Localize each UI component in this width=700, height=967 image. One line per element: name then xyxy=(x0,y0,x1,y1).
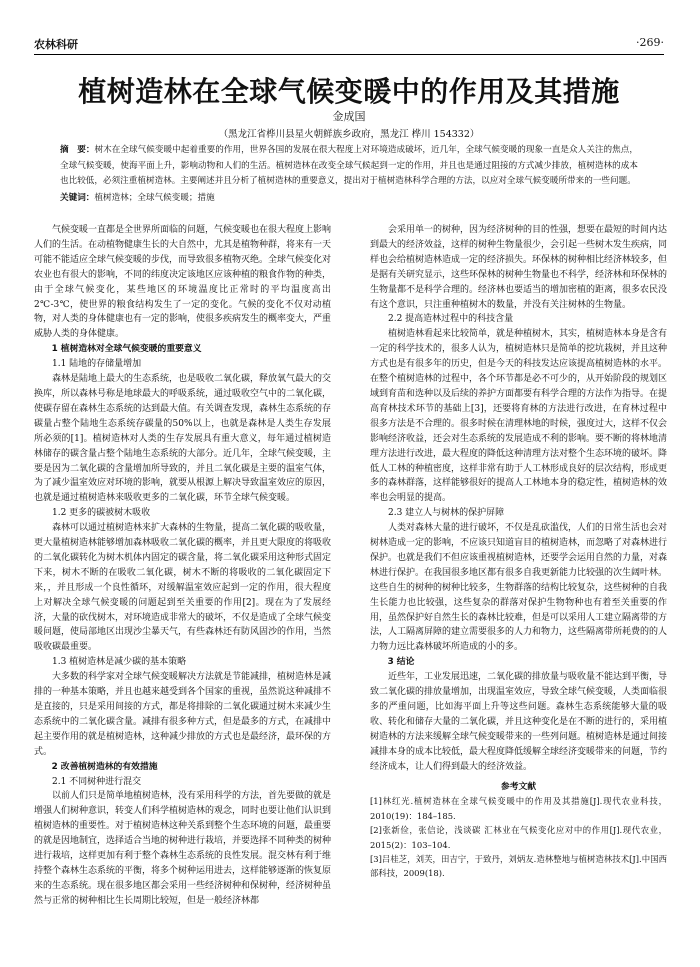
journal-name: 农林科研 xyxy=(34,38,78,51)
abstract xyxy=(60,143,638,190)
subsection-heading: 1.1 陆地的存储量增加 xyxy=(52,359,142,370)
abstract-block xyxy=(60,143,638,206)
header-rule xyxy=(34,54,664,55)
abstract-label: 摘 要： xyxy=(60,145,95,155)
body-paragraph: 气候变暖一直都是全世界所面临的问题，气候变暖也在很大程度上影响人们的生活。在动植物健康生长的大自然中，尤其是植物种群，将来有一天可能不能适应全球气候变暖的步伐，而导致很多植物灭绝。全球气候变化对农业也有很大的影响，不同的纬度决定该地区应该种植的粮食作物的种类，由于全球气候变化，某些地区的环境温度比正常时的平均温度高出2℃-3℃，使世界的粮食结构发生了一定的变化。气候的变化不仅对动植物，对人类的身体健康也有一定的影响，使很多疾病发生的概率变大，严重威胁人类的身体健康。 xyxy=(34,225,332,340)
subsection-heading: 2.1 不同树种进行混交 xyxy=(52,776,142,787)
abstract-text: 树木在全球气候变暖中起着重要的作用，世界各国的发展在很大程度上对环境造成破坏，近几年，全球气候变暖的现象一直是众人关注的焦点，全球气候变暖，使海平面上升，影响动物和人们的生活。植树造林在改变全球气候起到一定的作用，并且也是通过阻接的方式减少排放，植树造林的成本也比较低，必须注重植树造林。主要阐述并且分析了植树造林的重要意义，提出对于植树造林科学合理的方法，以应对全球气候变暖所带来的一些问题。 xyxy=(60,145,638,186)
subsection-heading: 2.2 提高造林过程中的科技含量 xyxy=(388,314,514,325)
body-paragraph: 以前人们只是简单地植树造林，没有采用科学的方法，首先要做的就是增强人们树种意识，转变人们科学植树造林的观念，同时也要让他们认识到植树造林的重要性。对于植树造林这种关系到整个生态环境的问题，最重要的就是因地制宜，选择适合当地的树种进行栽培，并要选择不同种类的树种进行栽培，这样更加有利于整个森林生态系统的良性发展。混交林有利于维持整个森林生态系统的平衡，将多个树种运用进去，这样能够逐渐的恢复原来的生态系统。现在很多地区都会采用一些经济树种和保树种，经济树种虽然与正常的树种相比生长周期比较短，但是一般经济林都 xyxy=(34,791,332,906)
page-number: ·269· xyxy=(636,36,664,49)
body-paragraph: 森林是陆地上最大的生态系统，也是吸收二氧化碳，释放氧气最大的交换库，所以森林号称是地球最大的呼吸系统，通过吸收空气中的二氧化碳，使碳存留在森林生态系统的达到最大值。有关调查发现，森林生态系统的存碳量占整个陆地生态系统存碳量的50%以上，也就是森林是人类生存发展所必须的[1]。植树造林对人类的生存发展具有重大意义，每年通过植树造林储存的碳含量占整个陆地生态系统的大部分。近几年，全球气候变暖，主要是因为二氧化碳的含量增加所导致的，并且二氧化碳是主要的温室气体，为了减少温室效应对环境的影响，就要从根源上解决导致温室效应的原因，也就是通过植树造林来吸收更多的二氧化碳，环节全球气候变暖。 xyxy=(34,374,332,504)
author-affiliation: （黑龙江省桦川县星火朝鲜族乡政府，黑龙江 桦川 154332） xyxy=(218,129,480,140)
keywords xyxy=(60,191,638,207)
running-head xyxy=(34,36,664,52)
body-paragraph: 会采用单一的树种，因为经济树种的目的性强，想要在最短的时间内达到最大的经济效益，这样的树种生物量很少，会引起一些树木发生疾病，同样也会给植树造林造成一定的经济损失。环保林的树种相比经济林较多，但是据有关研究显示，这些环保林的树种生物量也不科学，经济林和环保林的生物量都不是科学合理的。经济林也要适当的增加密植的距离，很多农民没有这个意识，只注重种植树木的数量，并没有关注树林的生物量。 xyxy=(370,225,668,310)
body-paragraph: 森林可以通过植树造林来扩大森林的生物量，提高二氧化碳的吸收量，更大量植树造林能够增加森林吸收二氧化碳的概率，并且更大限度的将吸收的二氧化碳转化为树木机体内固定的碳含量，将二氧化碳采用这种形式固定下来，树木不断的在吸收二氧化碳，树木不断的将吸收的二氧化碳固定下来，，并且形成一个良性循环，对缓解温室效应起到一定的作用，很大程度上对解决全球气候变暖的问题起到至关重要的作用[2]。现在为了发展经济，大量的砍伐树木，对环境造成非常大的破坏，不仅是造成了全球气候变暖问题，使局部地区出现沙尘暴天气，有些森林还有防风固沙的作用，当然吸收碳最重要。 xyxy=(34,523,332,653)
section-heading: 3 结论 xyxy=(387,657,415,668)
section-heading: 1 植树造林对全球气候变暖的重要意义 xyxy=(51,344,202,355)
keywords-label: 关键词： xyxy=(60,192,95,203)
body-paragraph: 人类对森林大量的进行破坏，不仅是乱砍滥伐，人们的日常生活也会对树林造成一定的影响，不应该只知道盲目的植树造林，而忽略了对森林进行保护。也就是我们不但应该重视植树造林，还要学会运用自然的力量，对森林进行保护。在我国很多地区都有很多自我更新能力比较强的次生阔叶林。这些自生的树种的树种比较多，生物群落的结构比较复杂，这些树种的自我生长能力也比较强，这些复杂的群落对保护生物物种也有着至关重要的作用，虽然保护好自然生长的森林比较难，但是可以采用人工建立隔离带的方法，人工隔离屏障的建立需要很多的人力和物力，这些隔离带所耗费的的人力物力远比森林破坏所造成的小的多。 xyxy=(370,523,668,653)
reference-item: [3]吕桂芝，刘芙，田吉宁，于致丹，刘炳友.造林整地与植树造林技术[J].中国西部科技，2009(18). xyxy=(370,854,667,879)
reference-item: [2]张新俭，张信论，浅谈碳 汇林业在气候变化应对中的作用[J].现代农业，2015(2)：103–104. xyxy=(370,825,667,850)
subsection-heading: 1.2 更多的碳被树木吸收 xyxy=(52,508,151,519)
article-title: 植树造林在全球气候变暖中的作用及其措施 xyxy=(78,75,620,108)
reference-item: [1]林红光.植树造林在全球气候变暖中的作用及其措施[J].现代农业科技，2010(19)：184–185. xyxy=(370,796,667,821)
body-paragraph: 大多数的科学家对全球气候变暖解决方法就是节能减排，植树造林是减排的一种基本策略，并且也越来越受到各个国家的重视，虽然说这种减排不是直接的，只是采用间接的方式，都是将排除的二氧化碳通过树木来减少生态系统中的二氧化碳含量。减排有很多种方式，但是最多的方式，在减排中起主要作用的就是植树造林，这种减少排放的方式也是最经济，最环保的方式。 xyxy=(34,672,332,757)
body-column-right xyxy=(370,223,667,881)
subsection-heading: 2.3 建立人与树林的保护屏障 xyxy=(388,508,505,519)
body-paragraph: 植树造林看起来比较简单，就是种植树木，其实，植树造林本身是含有一定的科学技术的，很多人认为，植树造林只是简单的挖坑栽树，并且这种方式也是有很多年的历史，但是今天的科技发达应该提高植树造林的水平。在整个植树造林的过程中，各个环节都是必不可少的，从开始阶段的规划区域到育苗和选种以及后续的养护方面都要有科学合理的方法作为指导。在提高育林技术环节的基础上[3]，还要将育林的方法进行改进，在育林过程中很多方法是不合理的。很多时候在清理林地的时候，强度过大，这样不仅会影响经济收益，还会对生态系统的发展造成不利的影响。要不断的将林地清理方法进行改进，最大程度的降低这种清理方法对整个生态环境的破坏。降低人工林的种植密度，这样非常有助于人工林形成良好的层次结构，形成更多的森林群落，这样能够很好的提高人工林地本身的稳定性，植树造林的效率也会明显的提高。 xyxy=(370,329,668,504)
body-column-left xyxy=(34,223,331,909)
body-paragraph: 近些年，工业发展迅速，二氧化碳的排放量与吸收量不能达到平衡，导致二氧化碳的排放量增加，出现温室效应，导致全球气候变暖，人类面临很多的严重问题，比如海平面上升等这些问题。森林生态系统能够大量的吸收、转化和储存大量的二氧化碳，并且这种变化是在不断的进行的，采用植树造林的方法来缓解全球气候变暖带来的一些列问题。植树造林是通过间接减排本身的成本比较低，最大程度降低缓解全球经济变暖带来的问题，节约经济成本，让人们得到最大的经济效益。 xyxy=(370,672,668,772)
subsection-heading: 1.3 植树造林是减少碳的基本策略 xyxy=(52,657,187,668)
keywords-text: 植树造林；全球气候变暖；措施 xyxy=(94,192,215,203)
article-author: 金成国 xyxy=(332,110,366,123)
references-heading: 参考文献 xyxy=(500,781,537,792)
section-heading: 2 改善植树造林的有效措施 xyxy=(51,761,158,772)
